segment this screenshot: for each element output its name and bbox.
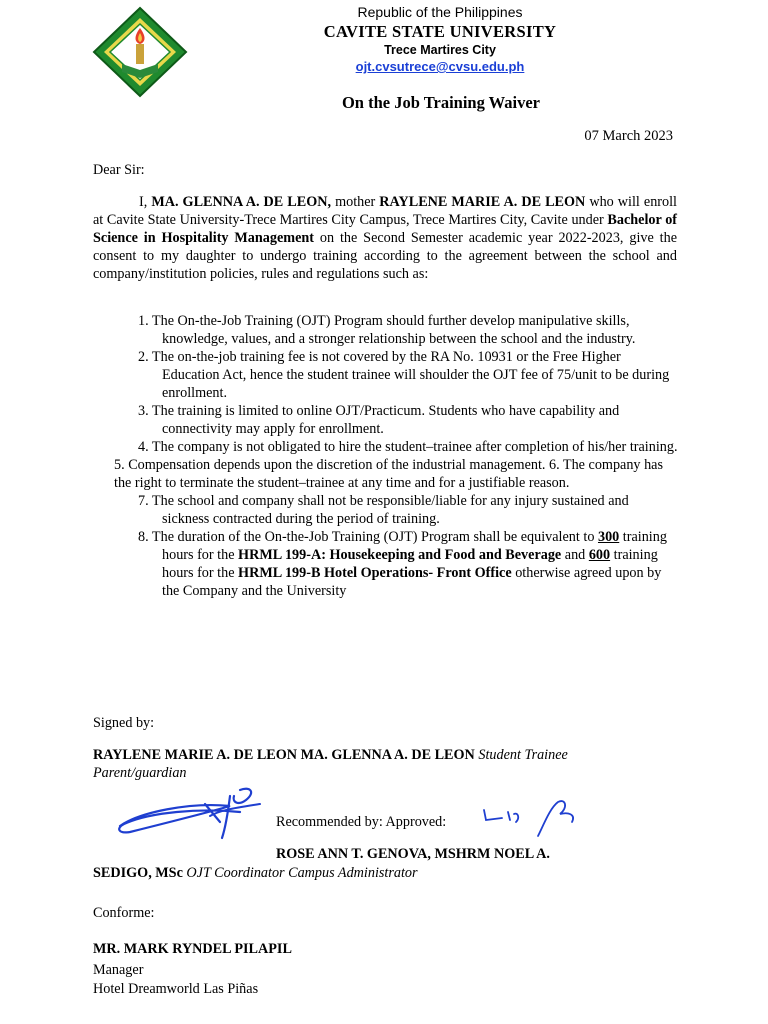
conforme-label: Conforme: <box>93 905 155 921</box>
hotel-name: Hotel Dreamworld Las Piñas <box>93 981 259 997</box>
manager-name: MR. MARK RYNDEL PILAPIL <box>93 941 292 957</box>
program-name: Bachelor of Science in Hospitality Management <box>93 212 678 246</box>
signatory-names: RAYLENE MARIE A. DE LEON MA. GLENNA A. DE LEON Student Trainee <box>93 747 568 763</box>
email-link[interactable]: ojt.cvsutrece@cvsu.edu.ph <box>355 59 525 74</box>
policy-list <box>114 312 678 600</box>
document-date: 07 March 2023 <box>584 128 673 144</box>
list-item: 5. Compensation depends upon the discretion of the industrial management. 6. The company has the right to terminate the student–trainee at any time and for a justifiable reason. <box>114 457 663 491</box>
student-name: RAYLENE MARIE A. DE LEON <box>379 194 586 210</box>
republic-line: Republic of the Philippines <box>357 4 523 20</box>
salutation: Dear Sir: <box>93 162 145 178</box>
university-name: CAVITE STATE UNIVERSITY <box>323 22 557 41</box>
list-item: 4. The company is not obligated to hire the student–trainee after completion of his/her training. <box>138 439 678 455</box>
list-item: 7. The school and company shall not be responsible/liable for any injury sustained and sickness contracted during the period of training. <box>138 493 629 527</box>
consent-paragraph: I, MA. GLENNA A. DE LEON, mother RAYLENE MARIE A. DE LEON who will enroll at Cavite State University-Trece Martires City Campus, Trece Martires City, Cavite under Bachelor of Science in Hospitality Management on the Second Semester academic year 2022-2023, give the consent to my daughter to undergo training according to the agreement between the school and company/institution policies, rules and regulations such as: <box>93 194 678 282</box>
course-hrml-199b: HRML 199-B Hotel Operations- Front Office <box>238 565 512 581</box>
document-title: On the Job Training Waiver <box>341 93 541 112</box>
list-item: 1. The On-the-Job Training (OJT) Program should further develop manipulative skills, knowledge, values, and a stronger relationship between the school and the industry. <box>138 313 636 347</box>
hours-600: 600 <box>588 547 611 563</box>
parent-signature <box>110 782 280 844</box>
university-logo <box>92 6 188 98</box>
approver-signature <box>480 796 580 838</box>
coordinator-names: ROSE ANN T. GENOVA, MSHRM NOEL A. <box>276 846 550 862</box>
manager-title: Manager <box>93 962 144 978</box>
course-hrml-199a: HRML 199-A: Housekeeping and Food and Beverage <box>238 547 562 563</box>
parent-name: MA. GLENNA A. DE LEON, <box>151 194 332 210</box>
parent-role: Parent/guardian <box>93 765 187 781</box>
list-item: 8. The duration of the On-the-Job Training (OJT) Program shall be equivalent to 300 training hours for the HRML 199-A: Housekeeping and Food and Beverage and 600 training hours for the HRML 199-B Hotel Operations- Front Office otherwise agreed upon by the Company and the University <box>138 529 667 599</box>
recommended-approved-label: Recommended by: Approved: <box>276 814 447 830</box>
list-item: 2. The on-the-job training fee is not covered by the RA No. 10931 or the Free Higher Education Act, hence the student trainee will shoulder the OJT fee of 75/unit to be during enrollment. <box>138 349 670 401</box>
list-item: 3. The training is limited to online OJT/Practicum. Students who have capability and connectivity may apply for enrollment. <box>138 403 620 437</box>
coordinator-roles: SEDIGO, MSc OJT Coordinator Campus Administrator <box>93 865 418 881</box>
signed-by-label: Signed by: <box>93 715 155 731</box>
city-line: Trece Martires City <box>384 43 496 57</box>
hours-300: 300 <box>597 529 620 545</box>
